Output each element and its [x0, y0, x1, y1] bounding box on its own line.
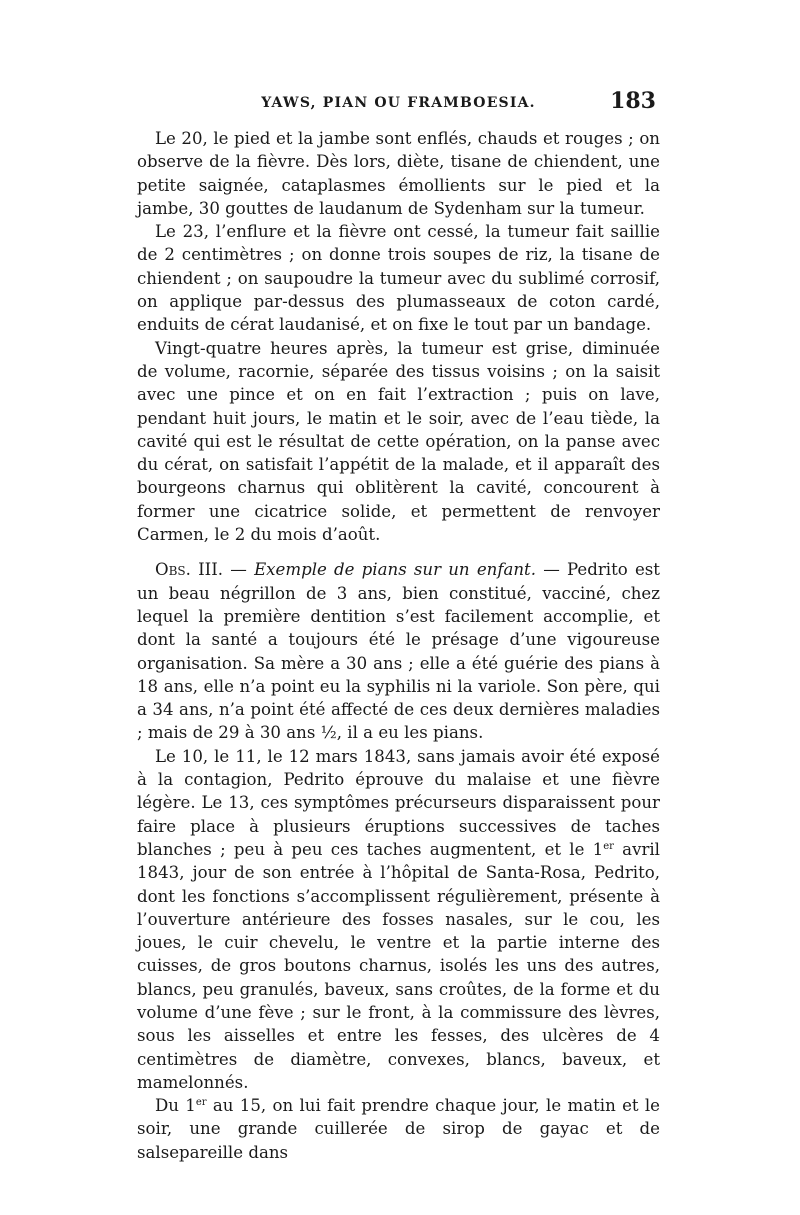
fraction-half: ½	[320, 723, 337, 743]
ordinal-superscript-2: er	[195, 1097, 207, 1109]
observation-title: Exemple de pians sur un enfant.	[254, 560, 536, 580]
book-page	[137, 88, 661, 1164]
observation-dash-2: —	[543, 560, 560, 580]
paragraph-march-symptoms	[137, 745, 660, 1094]
march-text-a: Le 10, le 11, le 12 mars 1843, sans jamais avoir été exposé à la contagion, Pedrito éprouve du malaise et une fièvre légère. Le 13, ces symptômes précurseurs disparaissent pour faire place à plusieurs éruptions successives de taches blanches ; peu à peu ces taches augmentent, et le 1	[137, 746, 660, 859]
body-text	[137, 127, 660, 1164]
observation-text: Pedrito est un beau négrillon de 3 ans, bien constitué, vacciné, chez lequel la première dentition s’est facilement accomplie, et dont la santé a toujours été le présage d’une vigoureuse organisation. Sa mère a 30 ans ; elle a été guérie des pians à 18 ans, elle n’a point eu la syphilis ni la variole. Son père, qui a 34 ans, n’a point été affecté de ces deux dernières maladies ; mais de 29 à 30 ans	[137, 560, 660, 743]
page-number: 183	[610, 88, 656, 114]
ordinal-superscript: er	[603, 840, 614, 852]
running-title: YAWS, PIAN OU FRAMBOESIA.	[261, 95, 536, 111]
paragraph-treatment	[137, 1094, 660, 1164]
observation-tail: , il a eu les pians.	[336, 723, 484, 743]
observation-dash: —	[230, 560, 247, 580]
observation-label: Obs. III.	[155, 560, 224, 580]
paragraph-day-23: Le 23, l’enflure et la fièvre ont cessé, la tumeur fait saillie de 2 centimètres ; on donne trois soupes de riz, la tisane de chiendent ; on saupoudre la tumeur avec du sublimé corrosif, on applique par-dessus des plumasseaux de coton cardé, enduits de cérat laudanisé, et on fixe le tout par un bandage.	[137, 222, 660, 335]
running-head	[137, 88, 660, 121]
paragraph-observation-3	[137, 558, 660, 744]
treatment-text-a: Du 1	[155, 1096, 196, 1116]
march-text-b: avril 1843, jour de son entrée à l’hôpital de Santa-Rosa, Pedrito, dont les fonctions s’accomplissent régulièrement, présente à l’ouverture antérieure des fosses nasales, sur le cou, les joues, le cuir chevelu, le ventre et la partie interne des cuisses, de gros boutons charnus, isolés les uns des autres, blancs, peu granulés, baveux, sans croûtes, de la forme et du volume d’une fève ; sur le front, à la commissure des lèvres, sous les aisselles et entre les fesses, des ulcères de 4 centimètres de diamètre, convexes, blancs, baveux, et mamelonnés.	[137, 839, 660, 1092]
paragraph-day-20: Le 20, le pied et la jambe sont enflés, chauds et rouges ; on observe de la fièvre. Dès lors, diète, tisane de chiendent, une petite saignée, cataplasmes émollients sur le pied et la jambe, 30 gouttes de laudanum de Sydenham sur la tumeur.	[137, 129, 660, 218]
paragraph-extraction: Vingt-quatre heures après, la tumeur est grise, diminuée de volume, racornie, séparée des tissus voisins ; on la saisit avec une pince et on en fait l’extraction ; puis on lave, pendant huit jours, le matin et le soir, avec de l’eau tiède, la cavité qui est le résultat de cette opération, on la panse avec du cérat, on satisfait l’appétit de la malade, et il apparaît des bourgeons charnus qui oblitèrent la cavité, concourent à former une cicatrice solide, et permettent de renvoyer Carmen, le 2 du mois d’août.	[137, 338, 660, 545]
treatment-text-b: au 15, on lui fait prendre chaque jour, le matin et le soir, une grande cuillerée de sirop de gayac et de salsepareille dans	[137, 1096, 661, 1162]
